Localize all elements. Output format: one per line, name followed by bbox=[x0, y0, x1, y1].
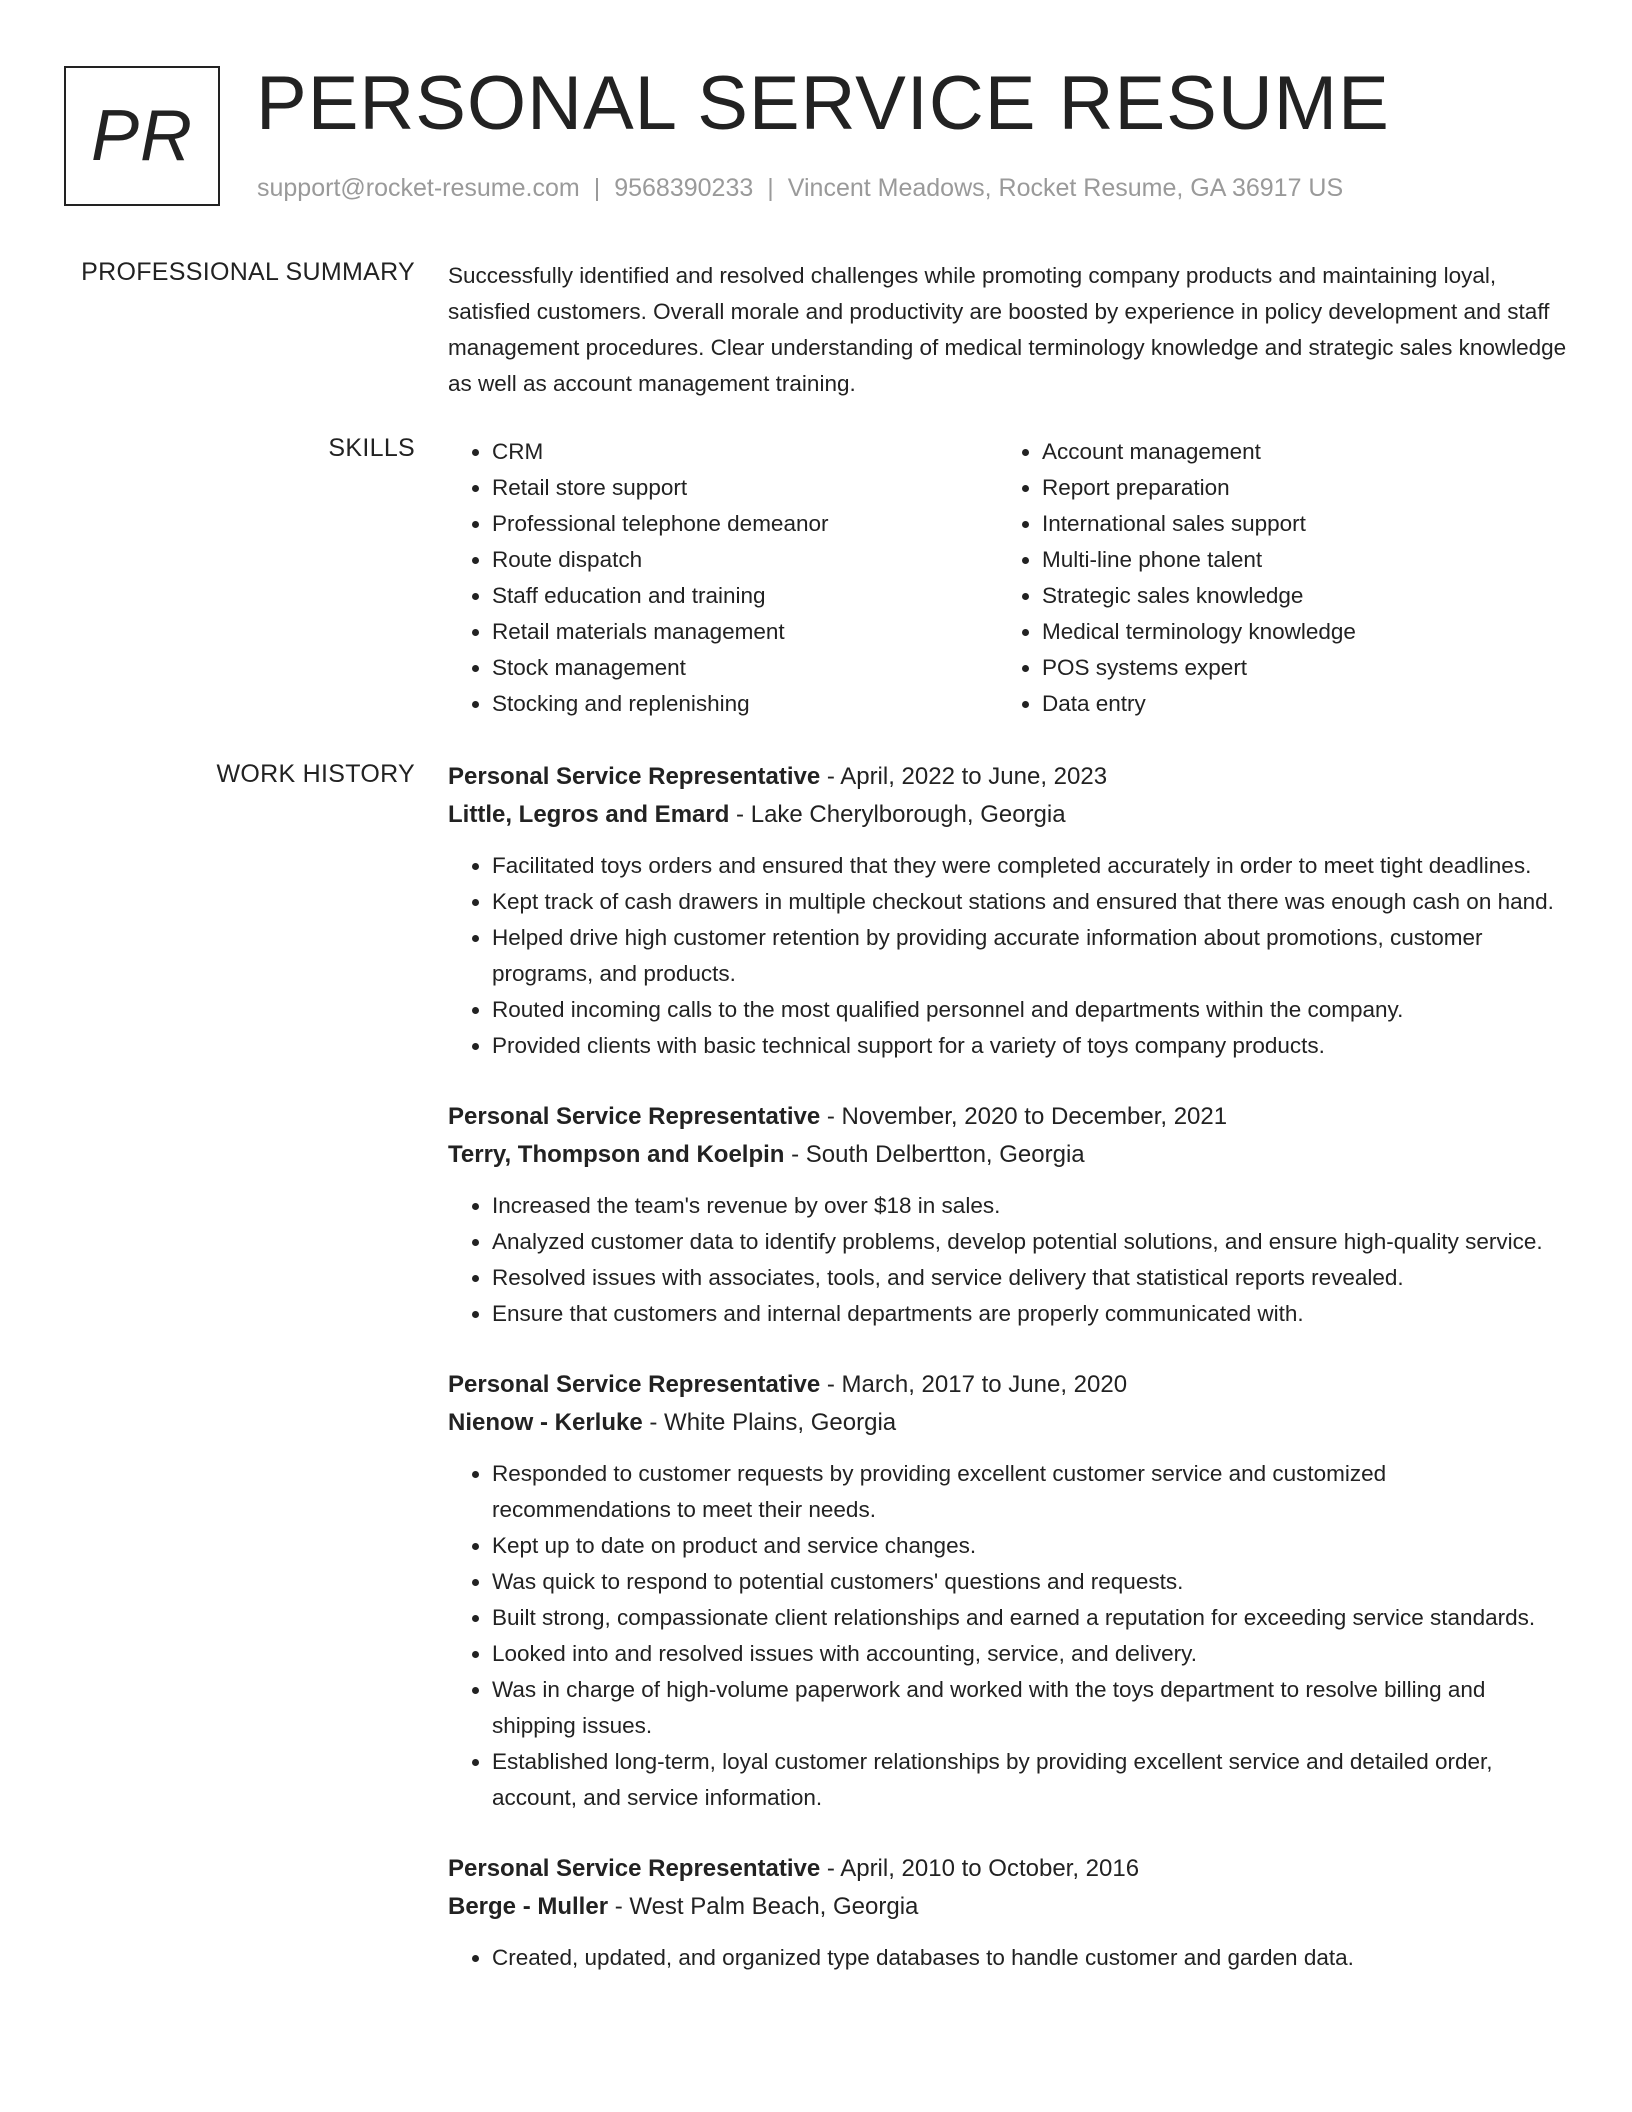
skill-item: • Stock management bbox=[492, 650, 998, 686]
job-entry bbox=[448, 758, 1568, 1064]
monogram-badge: PR bbox=[64, 66, 220, 206]
job-bullet: • Increased the team's revenue by over $18 in sales. bbox=[492, 1188, 1568, 1224]
section-label-work: WORK HISTORY bbox=[216, 760, 415, 788]
job-bullet: • Was in charge of high-volume paperwork and worked with the toys department to resolve billing and shipping issues. bbox=[492, 1672, 1568, 1744]
skill-item: • CRM bbox=[492, 434, 998, 470]
job-title-line bbox=[448, 1850, 1568, 1888]
summary-text: Successfully identified and resolved challenges while promoting company products and maintaining loyal, satisfied customers. Overall morale and productivity are boosted by experience in policy development and staff management procedures. Clear understanding of medical terminology knowledge and strategic sales knowledge as well as account management training. bbox=[448, 263, 1567, 396]
resume-header bbox=[64, 61, 1564, 216]
job-bullet-list bbox=[448, 1188, 1568, 1332]
job-title-line bbox=[448, 1366, 1568, 1404]
skills-list-left bbox=[448, 434, 998, 722]
job-bullet: • Responded to customer requests by providing excellent customer service and customized recommendations to meet their needs. bbox=[492, 1456, 1568, 1528]
skill-item: • POS systems expert bbox=[1042, 650, 1542, 686]
job-bullet: • Created, updated, and organized type databases to handle customer and garden data. bbox=[492, 1940, 1568, 1976]
job-dates: - April, 2022 to June, 2023 bbox=[820, 763, 1108, 790]
job-company: Nienow - Kerluke bbox=[448, 1409, 643, 1436]
skill-item: • International sales support bbox=[1042, 506, 1542, 542]
job-bullet: • Routed incoming calls to the most qualified personnel and departments within the company. bbox=[492, 992, 1568, 1028]
skills-columns bbox=[448, 434, 1568, 722]
job-company-line bbox=[448, 796, 1568, 834]
contact-separator: | bbox=[593, 174, 601, 202]
summary-body bbox=[448, 258, 1568, 402]
job-company-line bbox=[448, 1404, 1568, 1442]
job-title-line bbox=[448, 758, 1568, 796]
job-location: - South Delbertton, Georgia bbox=[784, 1141, 1085, 1168]
job-bullet: • Analyzed customer data to identify problems, develop potential solutions, and ensure high-quality service. bbox=[492, 1224, 1568, 1260]
job-entry bbox=[448, 1098, 1568, 1332]
job-bullet-list bbox=[448, 1940, 1568, 1976]
job-entry bbox=[448, 1850, 1568, 1976]
job-bullet: • Was quick to respond to potential customers' questions and requests. bbox=[492, 1564, 1568, 1600]
job-company-line bbox=[448, 1888, 1568, 1926]
job-dates: - April, 2010 to October, 2016 bbox=[820, 1855, 1140, 1882]
skills-list-right bbox=[998, 434, 1542, 722]
skill-item: • Strategic sales knowledge bbox=[1042, 578, 1542, 614]
job-title-line bbox=[448, 1098, 1568, 1136]
job-company: Terry, Thompson and Koelpin bbox=[448, 1141, 785, 1168]
job-location: - Lake Cherylborough, Georgia bbox=[729, 801, 1066, 828]
job-bullet: • Provided clients with basic technical support for a variety of toys company products. bbox=[492, 1028, 1568, 1064]
skill-item: • Staff education and training bbox=[492, 578, 998, 614]
contact-separator: | bbox=[767, 174, 774, 202]
job-title: Personal Service Representative bbox=[448, 1855, 821, 1882]
contact-address: Vincent Meadows, Rocket Resume, GA 36917 US bbox=[787, 174, 1344, 202]
skill-item: • Account management bbox=[1042, 434, 1542, 470]
job-bullet: • Helped drive high customer retention by providing accurate information about promotions, customer programs, and products. bbox=[492, 920, 1568, 992]
skill-item: • Stocking and replenishing bbox=[492, 686, 998, 722]
skill-item: • Retail store support bbox=[492, 470, 998, 506]
skill-item: • Report preparation bbox=[1042, 470, 1542, 506]
job-bullet: • Kept up to date on product and service changes. bbox=[492, 1528, 1568, 1564]
job-company: Little, Legros and Emard bbox=[448, 801, 730, 828]
job-bullet: • Kept track of cash drawers in multiple checkout stations and ensured that there was enough cash on hand. bbox=[492, 884, 1568, 920]
job-bullet: • Ensure that customers and internal departments are properly communicated with. bbox=[492, 1296, 1568, 1332]
job-title: Personal Service Representative bbox=[448, 1103, 821, 1130]
contact-phone[interactable]: 9568390233 bbox=[614, 174, 754, 202]
job-bullet-list bbox=[448, 848, 1568, 1064]
contact-line bbox=[257, 174, 1343, 203]
skill-item: • Multi-line phone talent bbox=[1042, 542, 1542, 578]
skill-item: • Route dispatch bbox=[492, 542, 998, 578]
section-label-summary: PROFESSIONAL SUMMARY bbox=[81, 258, 415, 286]
job-company: Berge - Muller bbox=[448, 1893, 609, 1920]
job-bullet-list bbox=[448, 1456, 1568, 1816]
job-bullet: • Resolved issues with associates, tools, and service delivery that statistical reports revealed. bbox=[492, 1260, 1568, 1296]
job-bullet: • Facilitated toys orders and ensured that they were completed accurately in order to meet tight deadlines. bbox=[492, 848, 1568, 884]
work-body bbox=[448, 758, 1568, 2010]
job-dates: - November, 2020 to December, 2021 bbox=[820, 1103, 1228, 1130]
skill-item: • Medical terminology knowledge bbox=[1042, 614, 1542, 650]
skill-item: • Retail materials management bbox=[492, 614, 998, 650]
job-location: - West Palm Beach, Georgia bbox=[608, 1893, 919, 1920]
job-bullet: • Established long-term, loyal customer relationships by providing excellent service and detailed order, account, and service information. bbox=[492, 1744, 1568, 1816]
job-location: - White Plains, Georgia bbox=[642, 1409, 897, 1436]
section-label-skills: SKILLS bbox=[328, 434, 415, 462]
job-entry bbox=[448, 1366, 1568, 1816]
skill-item: • Professional telephone demeanor bbox=[492, 506, 998, 542]
job-bullet: • Built strong, compassionate client relationships and earned a reputation for exceeding service standards. bbox=[492, 1600, 1568, 1636]
job-company-line bbox=[448, 1136, 1568, 1174]
skills-body bbox=[448, 434, 1568, 722]
job-title: Personal Service Representative bbox=[448, 763, 821, 790]
resume-title: PERSONAL SERVICE RESUME bbox=[256, 61, 1390, 146]
job-dates: - March, 2017 to June, 2020 bbox=[820, 1371, 1128, 1398]
job-bullet: • Looked into and resolved issues with accounting, service, and delivery. bbox=[492, 1636, 1568, 1672]
job-title: Personal Service Representative bbox=[448, 1371, 821, 1398]
skill-item: • Data entry bbox=[1042, 686, 1542, 722]
contact-email[interactable]: support@rocket-resume.com bbox=[257, 174, 580, 202]
